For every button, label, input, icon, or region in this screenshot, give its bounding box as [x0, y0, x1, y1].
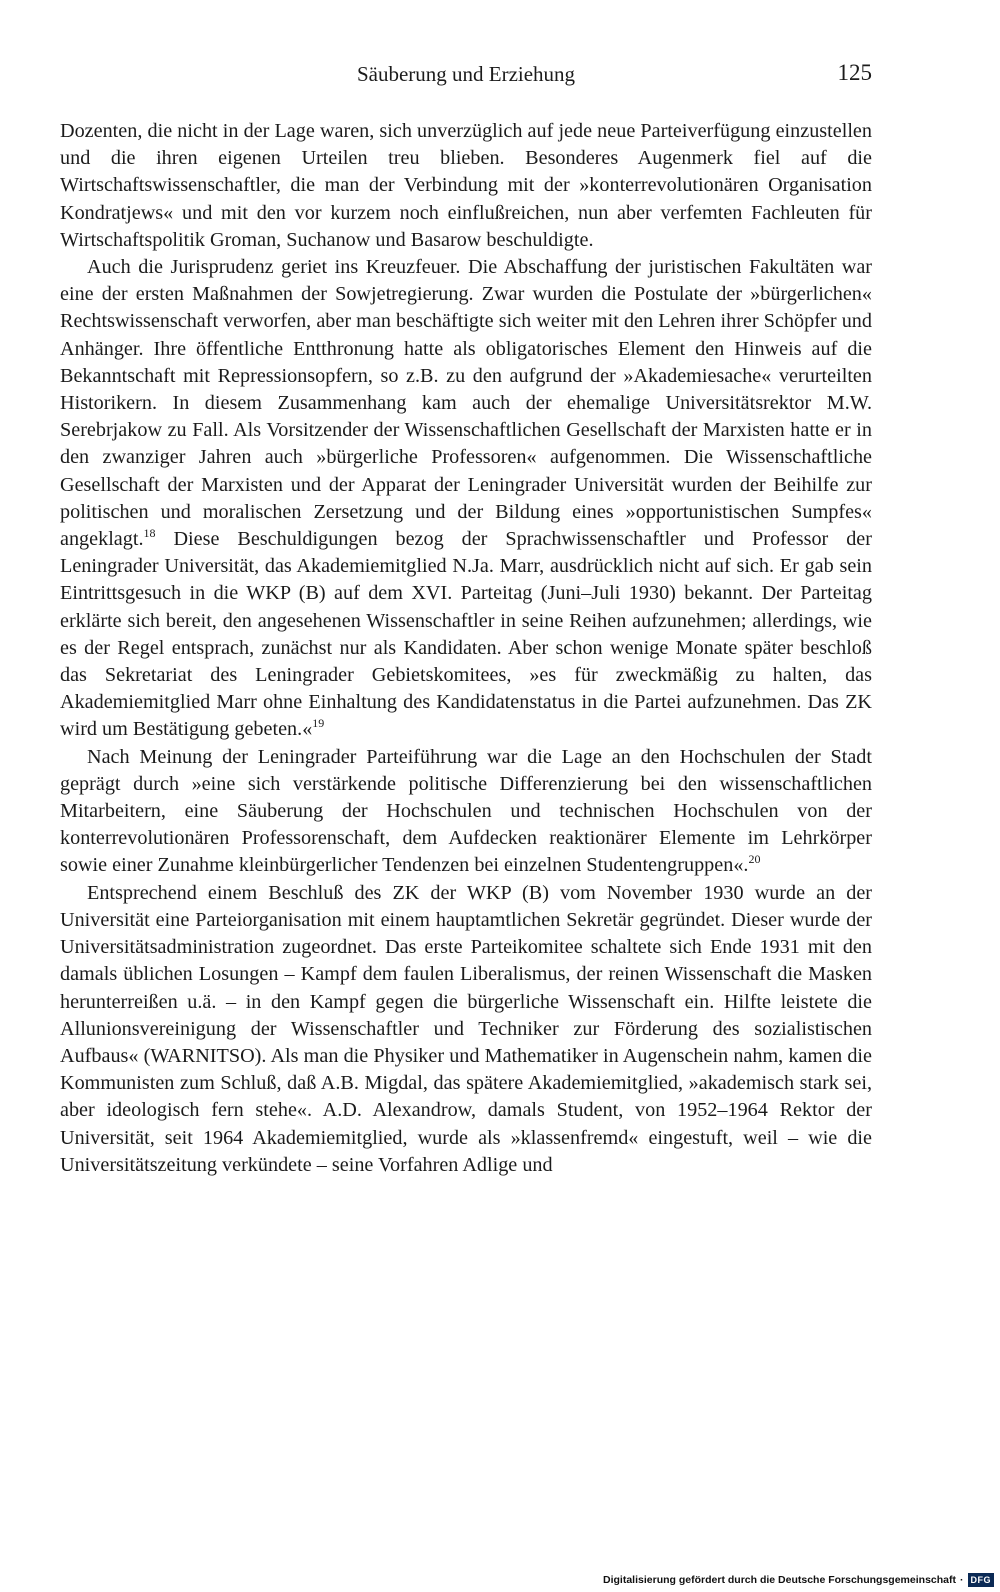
paragraph-text: Diese Beschuldigungen bezog der Sprachwissenschaftler und Professor der Leningrader Universität, das Akademiemitglied N.Ja. Marr, ausdrücklich nicht auf sich. Er gab sein Eintrittsgesuch in die WKP (B) auf dem XVI. Parteitag (Juni–Juli 1930) bekannt. Der Parteitag erklärte sich bereit, den angesehenen Wissenschaftler in seine Reihen aufzunehmen; allerdings, wie es der Regel entsprach, zunächst nur als Kandidaten. Aber schon wenige Monate später beschloß das Sekretariat des Leningrader Gebietskomitees, »es für zweckmäßig zu halten, das Akademiemitglied Marr ohne Einhaltung des Kandidatenstatus in die Partei aufzunehmen. Das ZK wird um Bestätigung gebeten.« — [60, 528, 872, 741]
footnote-marker: 20 — [748, 852, 761, 867]
separator-dot: · — [960, 1574, 964, 1586]
digitization-footer — [603, 1573, 994, 1587]
paragraph-text: Auch die Jurisprudenz geriet ins Kreuzfeuer. Die Abschaffung der juristischen Fakultäten war eine der ersten Maßnahmen der Sowjetregierung. Zwar wurden die Postulate der »bürgerlichen« Rechtswissenschaft verworfen, aber man beschäftigte sich weiter mit den Lehren ihrer Schöpfer und Anhänger. Ihre öffentliche Entthronung hatte als obligatorisches Element den Hinweis auf die Bekanntschaft mit Repressionsopfern, so z.B. zu den aufgrund der »Akademiesache« verurteilten Historikern. In diesem Zusammenhang kam auch der ehemalige Universitätsrektor M.W. Serebrjakow zu Fall. Als Vorsitzender der Wissenschaftlichen Gesellschaft der Marxisten hatte er in den zwanziger Jahren auch »bürgerliche Professoren« aufgenommen. Die Wissenschaftliche Gesellschaft der Marxisten und der Apparat der Leningrader Universität wurden der Beihilfe zur politischen und moralischen Zersetzung und der Bildung eines »opportunistischen Sumpfes« angeklagt. — [60, 256, 872, 551]
running-head: Säuberung und Erziehung — [356, 62, 576, 86]
paragraph-text: Dozenten, die nicht in der Lage waren, sich unverzüglich auf jede neue Parteiverfügung einzustellen und die ihren eigenen Urteilen treu blieben. Besonderes Augenmerk fiel auf die Wirtschaftswissenschaftler, die man der Verbindung mit der »konterrevolutionären Organisation Kondratjews« und mit den vor kurzem noch einflußreichen, nun aber verfemten Fachleuten für Wirtschaftspolitik Groman, Suchanow und Basarow beschuldigte. — [60, 120, 872, 251]
paragraph-2 — [60, 254, 872, 744]
paragraph-1 — [60, 118, 872, 254]
page-number: 125 — [837, 60, 872, 85]
footnote-marker: 19 — [312, 716, 325, 731]
paragraph-text: Entsprechend einem Beschluß des ZK der WKP (B) vom November 1930 wurde an der Universität eine Parteiorganisation mit einem hauptamtlichen Sekretär gegründet. Dieser wurde der Universitätsadministration zugeordnet. Das erste Parteikomitee schaltete sich Ende 1931 mit den damals üblichen Losungen – Kampf dem faulen Liberalismus, der reinen Wissenschaft die Masken herunterreißen u.ä. – in den Kampf gegen die bürgerliche Wissenschaft ein. Hilfte leistete die Allunionsvereinigung der Wissenschaftler und Techniker zur Förderung des sozialistischen Aufbaus« (WARNITSO). Als man die Physiker und Mathematiker in Augenschein nahm, kamen die Kommunisten zum Schluß, daß A.B. Migdal, das spätere Akademiemitglied, »akademisch stark sei, aber ideologisch fern stehe«. A.D. Alexandrow, damals Student, von 1952–1964 Rektor der Universität, seit 1964 Akademiemitglied, wurde als »klassenfremd« eingestuft, weil – wie die Universitätszeitung verkündete – seine Vorfahren Adlige und — [60, 881, 872, 1176]
paragraph-4 — [60, 880, 872, 1179]
paragraph-3 — [60, 744, 872, 880]
paragraph-text: Nach Meinung der Leningrader Parteiführung war die Lage an den Hochschulen der Stadt geprägt durch »eine sich verstärkende politische Differenzierung bei den wissenschaftlichen Mitarbeitern, eine Säuberung der Hochschulen und technischen Hochschulen von der konterrevolutionären Professorenschaft, dem Aufdecken reaktionärer Elemente im Lehrkörper sowie einer Zunahme kleinbürgerlicher Tendenzen bei einzelnen Studentengruppen«. — [60, 745, 872, 877]
body-text — [60, 118, 872, 1179]
dfg-logo: DFG — [968, 1573, 995, 1587]
digitization-note: Digitalisierung gefördert durch die Deutsche Forschungsgemeinschaft — [603, 1574, 956, 1586]
footnote-marker: 18 — [143, 526, 156, 541]
page-header — [60, 62, 872, 94]
